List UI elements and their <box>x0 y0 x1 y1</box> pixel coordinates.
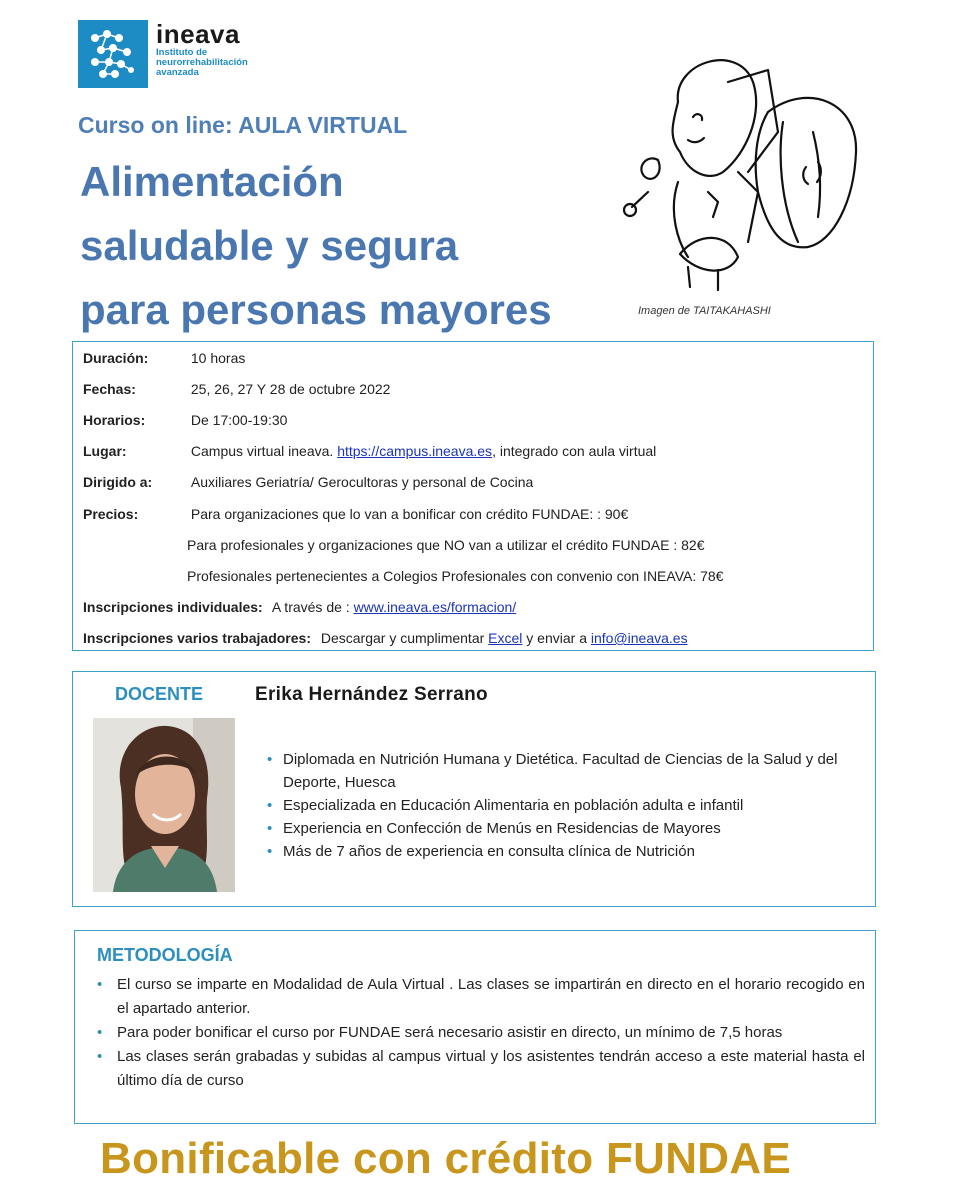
teacher-credential-item: • Diplomada en Nutrición Humana y Dietética. Facultad de Ciencias de la Salud y del Deporte, Huesca <box>261 748 861 794</box>
prices-label: Precios: <box>83 506 139 522</box>
logo-sub-1: Instituto de <box>156 47 208 58</box>
teacher-name: Erika Hernández Serrano <box>255 684 488 705</box>
teacher-credential-item: • Más de 7 años de experiencia en consulta clínica de Nutrición <box>261 840 861 863</box>
logo-name: ineava <box>156 19 240 49</box>
course-info-box <box>72 341 874 651</box>
group-signup-middle: y enviar a <box>526 630 587 646</box>
title-line-2: saludable y segura <box>80 222 459 269</box>
duration-row <box>83 350 245 366</box>
individual-signup-row <box>83 599 516 615</box>
location-row <box>83 443 656 459</box>
ineava-logo <box>78 20 278 90</box>
formacion-link[interactable]: www.ineava.es/formacion/ <box>353 599 517 615</box>
course-title <box>80 150 620 342</box>
duration-value: 10 horas <box>190 350 246 366</box>
individual-signup-label: Inscripciones individuales: <box>83 599 263 615</box>
teacher-photo <box>93 718 235 892</box>
logo-sub-2: neurorrehabilitación <box>156 57 248 68</box>
methodology-item: • Las clases serán grabadas y subidas al campus virtual y los asistentes tendrán acceso a este material hasta el último día de curso <box>89 1045 865 1093</box>
title-line-3: para personas mayores <box>80 286 552 333</box>
email-link[interactable]: info@ineava.es <box>590 630 688 646</box>
methodology-item: • El curso se imparte en Modalidad de Aula Virtual . Las clases se impartirán en directo en el horario recogido en el apartado anterior. <box>89 973 865 1021</box>
methodology-item: • Para poder bonificar el curso por FUNDAE será necesario asistir en directo, un mínimo de 7,5 horas <box>89 1021 865 1045</box>
audience-value: Auxiliares Geriatría/ Gerocultoras y personal de Cocina <box>190 474 534 490</box>
network-logo-icon <box>78 20 148 88</box>
dates-row <box>83 381 390 397</box>
price-item-1: Para organizaciones que lo van a bonificar con crédito FUNDAE: : 90€ <box>190 506 629 522</box>
campus-link[interactable]: https://campus.ineava.es <box>337 443 493 459</box>
methodology-list <box>89 973 865 1093</box>
elderly-couple-illustration <box>618 42 868 292</box>
schedule-row <box>83 412 287 428</box>
dates-label: Fechas: <box>83 381 136 397</box>
individual-signup-prefix: A través de : <box>271 599 350 615</box>
schedule-label: Horarios: <box>83 412 146 428</box>
fundae-footer: Bonificable con crédito FUNDAE <box>100 1134 792 1183</box>
audience-label: Dirigido a: <box>83 474 153 490</box>
location-suffix: , integrado con aula virtual <box>492 443 657 459</box>
group-signup-prefix: Descargar y cumplimentar <box>320 630 485 646</box>
location-label: Lugar: <box>83 443 127 459</box>
audience-row <box>83 474 533 490</box>
teacher-credential-item: • Experiencia en Confección de Menús en Residencias de Mayores <box>261 817 861 840</box>
course-subtitle: Curso on line: AULA VIRTUAL <box>78 112 408 138</box>
methodology-box <box>74 930 876 1124</box>
logo-sub-3: avanzada <box>156 67 199 78</box>
teacher-box <box>72 671 876 907</box>
methodology-title: METODOLOGÍA <box>97 945 233 965</box>
group-signup-label: Inscripciones varios trabajadores: <box>83 630 311 646</box>
dates-value: 25, 26, 27 Y 28 de octubre 2022 <box>190 381 391 397</box>
group-signup-row <box>83 630 688 646</box>
teacher-credential-item: • Especializada en Educación Alimentaria en población adulta e infantil <box>261 794 861 817</box>
prices-row <box>83 506 628 522</box>
duration-label: Duración: <box>83 350 149 366</box>
excel-link[interactable]: Excel <box>488 630 523 646</box>
location-prefix: Campus virtual ineava. <box>190 443 334 459</box>
schedule-value: De 17:00-19:30 <box>190 412 288 428</box>
price-item-2: Para profesionales y organizaciones que NO van a utilizar el crédito FUNDAE : 82€ <box>187 537 705 553</box>
title-line-1: Alimentación <box>80 158 344 205</box>
teacher-credentials-list <box>261 748 861 863</box>
teacher-section-label: DOCENTE <box>115 684 204 704</box>
price-item-3: Profesionales pertenecientes a Colegios Profesionales con convenio con INEAVA: 78€ <box>187 568 724 584</box>
image-credit: Imagen de TAITAKAHASHI <box>638 305 771 317</box>
